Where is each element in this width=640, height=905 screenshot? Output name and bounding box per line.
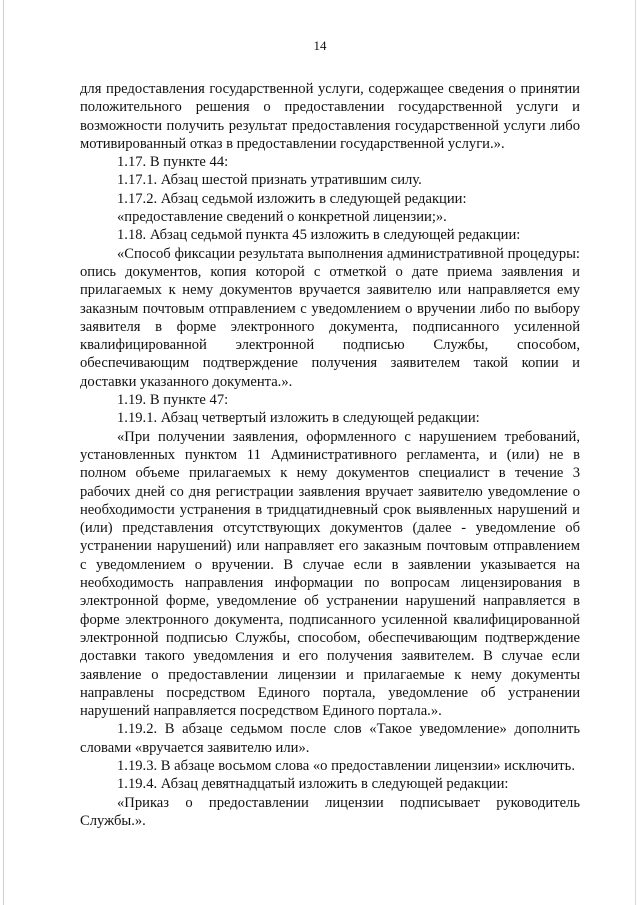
document-body [80,80,580,830]
paragraph-continuation: для предоставления государственной услуги, содержащее сведения о принятии положительного решения о предоставлении государственной услуги и возможности получить результат предоставления государственной услуги либо мотивированный отказ в предоставлении государственной услуги.». [80,81,580,152]
paragraph-1-19-2: 1.19.2. В абзаце седьмом после слов «Такое уведомление» дополнить словами «вручается заявителю или». [80,721,580,756]
paragraph-quote-license-info: «предоставление сведений о конкретной лицензии;». [117,209,447,226]
scan-edge-left [3,0,4,905]
paragraph-1-17-2: 1.17.2. Абзац седьмой изложить в следующей редакции: [117,190,467,207]
paragraph-1-19: 1.19. В пункте 47: [117,392,229,409]
page-number: 14 [313,38,327,53]
scan-edge-right [635,0,636,905]
paragraph-1-19-4: 1.19.4. Абзац девятнадцатый изложить в следующей редакции: [117,776,509,793]
paragraph-1-17: 1.17. В пункте 44: [117,154,229,171]
paragraph-1-18: 1.18. Абзац седьмой пункта 45 изложить в следующей редакции: [117,227,521,244]
paragraph-1-19-1: 1.19.1. Абзац четвертый изложить в следующей редакции: [117,410,480,427]
paragraph-quote-application-violations: «При получении заявления, оформленного с нарушением требований, установленных пунктом 11 Административного регламента, и (или) не в полном объеме прилагаемых к нему документов специалист в течение 3 рабочих дней со дня регистрации заявления вручает заявителю уведомление о необходимости устранения в тридцатидневный срок выявленных нарушений и (или) представления отсутствующих документов (далее - уведомление об устранении нарушений) или направляет его заказным почтовым отправлением с уведомлением о вручении. В случае если в заявлении указывается на необходимость направления информации по вопросам лицензирования в электронной форме, уведомление об устранении нарушений направляется в форме электронного документа, подписанного усиленной квалифицированной электронной подписью Службы, способом, обеспечивающим подтверждение доставки такого уведомления и его получения заявителем. В случае если заявление о предоставлении лицензии и прилагаемые к нему документы направлены посредством Единого портала, уведомление об устранении нарушений направляется посредством Единого портала.». [80,428,580,720]
paragraph-1-19-3: 1.19.3. В абзаце восьмом слова «о предоставлении лицензии» исключить. [117,757,575,774]
paragraph-quote-order-signing: «Приказ о предоставлении лицензии подписывает руководитель Службы.». [80,794,580,829]
paragraph-1-17-1: 1.17.1. Абзац шестой признать утратившим силу. [117,172,422,189]
paragraph-quote-fixation-method: «Способ фиксации результата выполнения административной процедуры: опись документов, копия которой с отметкой о дате приема заявления и прилагаемых к нему документов вручается заявителю или направляется ему заказным почтовым отправлением с уведомлением о вручении либо по выбору заявителя в форме электронного документа, подписанного усиленной квалифицированной электронной подписью Службы, способом, обеспечивающим подтверждение получения заявителем такой копии и доставки указанного документа.». [80,245,580,390]
